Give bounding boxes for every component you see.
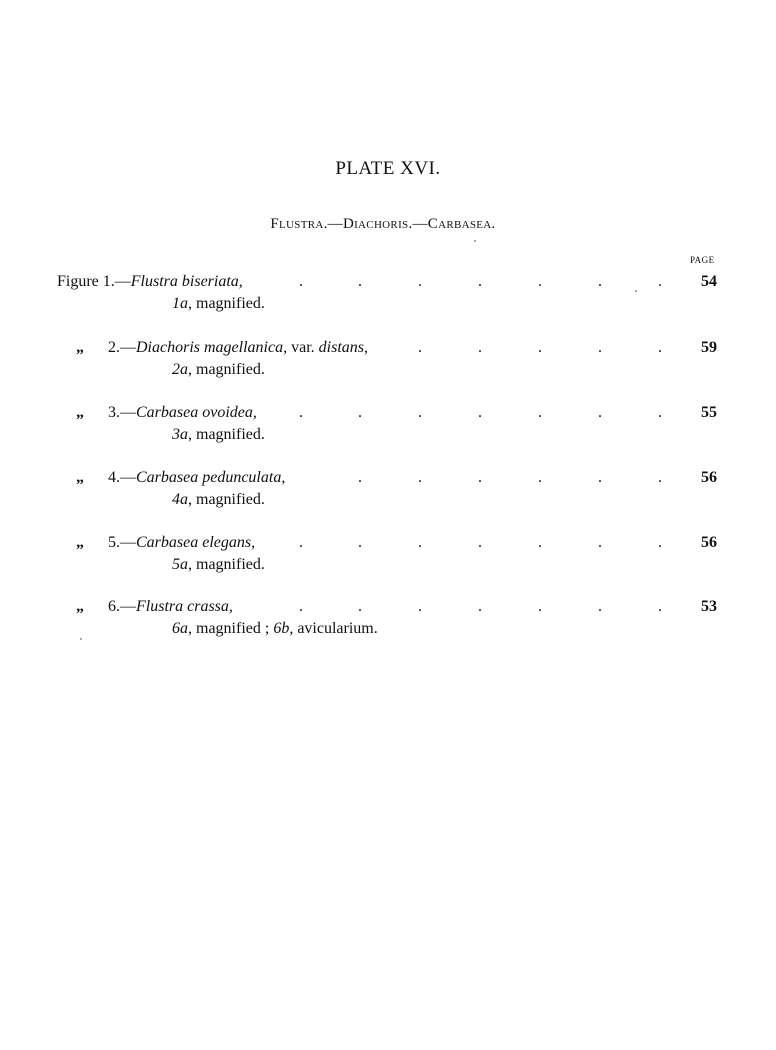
entry-sub-line: 4a, magnified. — [172, 491, 265, 508]
figure-entry-2: „ 2.—Diachoris magellanica, var. distans, . . . . . 59 2a, magnified. — [76, 339, 717, 378]
entry-sub-line: 6a, magnified ; 6b, avicularium. — [172, 620, 378, 637]
entry-title: 4.—Carbasea pedunculata, — [108, 469, 286, 486]
entry-title: 3.—Carbasea ovoidea, — [108, 404, 257, 421]
entry-title: 2.—Diachoris magellanica, var. distans, — [108, 339, 368, 356]
entry-sub-line: 2a, magnified. — [172, 361, 265, 378]
page-number: 59 — [701, 339, 717, 356]
entry-title: 6.—Flustra crassa, — [108, 598, 233, 615]
entry-sub-line: 3a, magnified. — [172, 426, 265, 443]
ditto-mark: „ — [76, 404, 84, 421]
ditto-mark: „ — [76, 534, 84, 551]
entry-sub-line: 5a, magnified. — [172, 556, 265, 573]
page-number: 55 — [701, 404, 717, 421]
print-speck — [80, 638, 82, 640]
entry-sub-line: 1a, magnified. — [172, 295, 265, 312]
plate-title: PLATE XVI. — [335, 158, 441, 179]
figure-entry-4: „ 4.—Carbasea pedunculata, . . . . . . 56 4a, magnified. — [76, 469, 717, 508]
page-column-header: PAGE — [690, 255, 715, 265]
print-speck — [635, 290, 637, 292]
entry-lead: Figure 1.—Flustra biseriata, — [57, 273, 243, 290]
ditto-mark: „ — [76, 598, 84, 615]
page-number: 56 — [701, 534, 717, 551]
entry-title: 5.—Carbasea elegans, — [108, 534, 256, 551]
page-number: 54 — [701, 273, 717, 290]
figure-entry-5: „ 5.—Carbasea elegans, . . . . . . . 56 5a, magnified. — [76, 534, 717, 573]
print-speck — [474, 240, 476, 242]
page-number: 56 — [701, 469, 717, 486]
figure-entry-3: „ 3.—Carbasea ovoidea, . . . . . . . 55 3a, magnified. — [76, 404, 717, 443]
plate-subtitle: Flustra.—Diachoris.—Carbasea. — [270, 216, 496, 232]
ditto-mark: „ — [76, 339, 84, 356]
figure-entry-6: „ 6.—Flustra crassa, . . . . . . . 53 6a, magnified ; 6b, avicularium. — [76, 598, 717, 637]
figure-entry-1: Figure 1.—Flustra biseriata, . . . . . . . 54 1a, magnified. — [57, 273, 717, 312]
ditto-mark: „ — [76, 469, 84, 486]
page-number: 53 — [701, 598, 717, 615]
